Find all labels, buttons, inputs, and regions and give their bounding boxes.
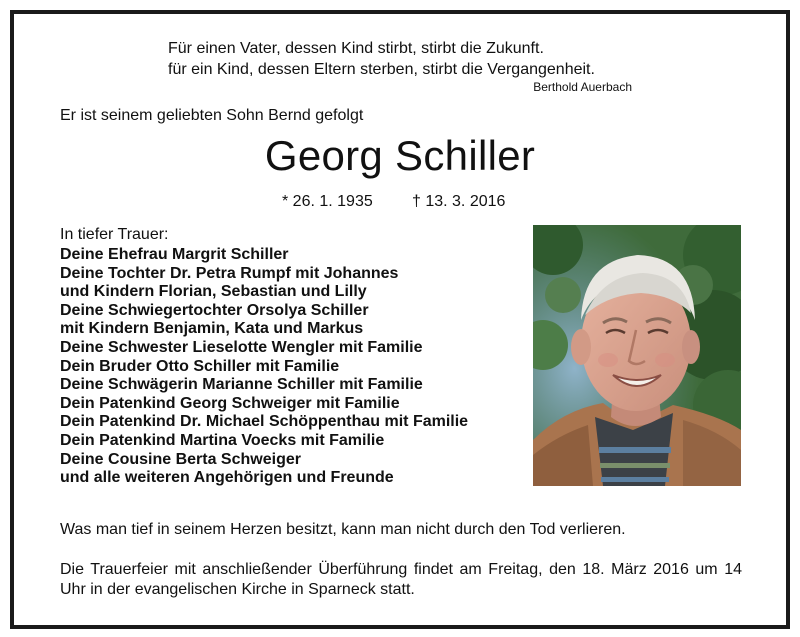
closing-sentence: Was man tief in seinem Herzen besitzt, kann man nicht durch den Tod verlieren.: [60, 521, 626, 538]
mourner-line: mit Kindern Benjamin, Kata und Markus: [60, 320, 364, 338]
mourner-line: Deine Tochter Dr. Petra Rumpf mit Johannes: [60, 264, 399, 282]
quote-line-1: Für einen Vater, dessen Kind stirbt, stirbt die Zukunft.: [168, 40, 544, 57]
quote-line-2: für ein Kind, dessen Eltern sterben, stirbt die Vergangenheit.: [168, 61, 595, 78]
quote-author: Berthold Auerbach: [533, 80, 632, 94]
mourner-line: Deine Ehefrau Margrit Schiller: [60, 246, 289, 263]
death-date: † 13. 3. 2016: [412, 193, 506, 210]
mourner-line: Deine Schwägerin Marianne Schiller mit Familie: [60, 376, 423, 394]
mourner-line: Deine Schwester Lieselotte Wengler mit Familie: [60, 338, 423, 356]
birth-date: * 26. 1. 1935: [282, 193, 373, 210]
mourner-line: und Kindern Florian, Sebastian und Lilly: [60, 283, 367, 301]
portrait-photo: [533, 225, 741, 486]
funeral-service-info: Die Trauerfeier mit anschließender Überführung findet am Freitag, den 18. März 2016 um 14 Uhr in der evangelischen Kirche in Sparneck statt.: [60, 561, 742, 598]
intro-text: Er ist seinem geliebten Sohn Bernd gefolgt: [60, 107, 364, 124]
mourner-line: Deine Cousine Berta Schweiger: [60, 450, 301, 468]
mourner-line: Dein Bruder Otto Schiller mit Familie: [60, 357, 340, 375]
portrait-illustration: [533, 225, 741, 486]
mourner-line: Deine Schwiegertochter Orsolya Schiller: [60, 301, 369, 319]
mourners-list: [60, 246, 468, 488]
mourner-line: Dein Patenkind Georg Schweiger mit Familie: [60, 394, 400, 412]
deceased-name: Georg Schiller: [264, 132, 536, 179]
mourning-label: In tiefer Trauer:: [60, 226, 169, 243]
quote: [168, 38, 595, 80]
mourner-line: und alle weiteren Angehörigen und Freunde: [60, 469, 394, 487]
mourner-line: Dein Patenkind Dr. Michael Schöppenthau mit Familie: [60, 413, 469, 431]
mourner-line: Dein Patenkind Martina Voecks mit Familie: [60, 431, 385, 449]
